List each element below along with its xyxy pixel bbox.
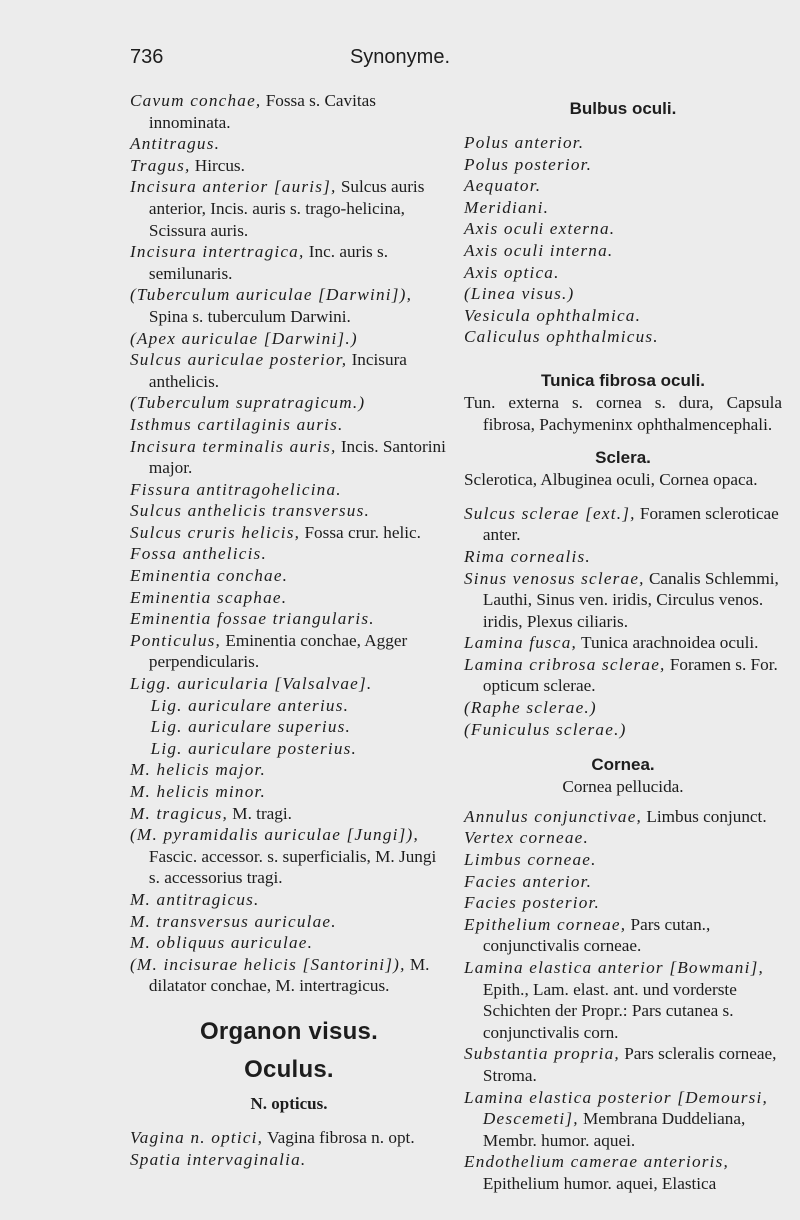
entry-synonyms: Fossa s. Cavitas innominata. — [148, 91, 376, 132]
entry-term: Tragus, — [130, 155, 191, 175]
entry — [130, 759, 448, 781]
entry — [464, 914, 782, 957]
entry-synonyms: Fascic. accessor. s. superficialis, M. Jungi s. accessorius tragi. — [148, 846, 437, 888]
entry — [464, 283, 782, 305]
entry-term: Meridiani. — [464, 197, 550, 217]
entry-synonyms: M. tragi. — [228, 803, 292, 823]
entry — [130, 90, 448, 133]
cornea-entries — [464, 806, 782, 1195]
entry-term: (Linea visus.) — [464, 284, 575, 304]
entry-term: (Funiculus sclerae.) — [464, 719, 627, 739]
entry-synonyms: Spina s. tuberculum Darwini. — [148, 306, 351, 326]
entry-term: Lig. auriculare superius. — [150, 717, 352, 737]
left-column — [130, 90, 448, 1170]
entry — [130, 738, 448, 760]
entry — [464, 218, 782, 240]
entry — [464, 197, 782, 219]
entry-term: Incisura intertragica, — [130, 242, 305, 262]
entry-term: Ponticulus, — [130, 630, 222, 650]
entry — [464, 175, 782, 197]
entry-term: (Tuberculum supratragicum.) — [130, 393, 366, 413]
entry-term: Fissura antitragohelicina. — [130, 479, 342, 499]
entry-term: M. tragicus, — [130, 803, 228, 823]
entry-term: Vesicula ophthalmica. — [464, 305, 642, 325]
entry-term: M. obliquus auriculae. — [130, 933, 314, 953]
entry-term: Annulus conjunctivae, — [464, 806, 643, 826]
right-column — [464, 90, 782, 1195]
entry-term: Eminentia scaphae. — [130, 587, 288, 607]
entry-synonyms: Tunica arachnoidea oculi. — [577, 633, 759, 653]
entry — [130, 911, 448, 933]
opticus-entries — [130, 1127, 448, 1170]
entry-term: Isthmus cartilaginis auris. — [130, 414, 344, 434]
entry — [130, 349, 448, 392]
entry-term: Axis optica. — [464, 262, 560, 282]
entry-term: Sulcus auriculae posterior, — [130, 350, 348, 370]
heading-tunica-fibrosa: Tunica fibrosa oculi. — [540, 370, 706, 390]
entry-term: Vagina n. optici, — [130, 1127, 264, 1147]
entry-synonyms: M. dilatator conchae, M. intertragicus. — [148, 954, 430, 996]
entry — [130, 436, 448, 479]
entry-term: Fossa anthelicis. — [130, 544, 267, 564]
entry — [130, 241, 448, 284]
entry-synonyms: Hircus. — [190, 155, 245, 175]
entry-term: Incisura anterior [auris], — [130, 177, 337, 197]
entry — [464, 546, 782, 568]
entry — [130, 824, 448, 889]
running-title: Synonyme. — [349, 46, 451, 68]
entry — [464, 849, 782, 871]
entry-term: Lig. auriculare anterius. — [150, 695, 350, 715]
entry — [464, 1087, 782, 1152]
entry — [464, 568, 782, 633]
entry-term: (Tuberculum auriculae [Darwini]), — [130, 285, 413, 305]
entry — [130, 155, 448, 177]
entry-term: Rima cornealis. — [464, 546, 591, 566]
entry — [464, 503, 782, 546]
heading-bulbus-oculi: Bulbus oculi. — [569, 99, 677, 118]
entry-term: Limbus corneae. — [464, 850, 597, 870]
entry — [464, 326, 782, 348]
auricle-entries — [130, 90, 448, 997]
entry-term: M. helicis minor. — [130, 782, 266, 801]
entry-synonyms: Epith., Lam. elast. ant. und vorderste Schichten der Propr.: Pars cutanea s. conjunctivalis corn. — [482, 979, 737, 1042]
entry-synonyms: Fossa crur. helic. — [300, 522, 421, 542]
entry-term: Sulcus cruris helicis, — [130, 522, 301, 542]
sclera-entries — [464, 503, 782, 741]
entry — [130, 479, 448, 501]
entry-term: Ligg. auricularia [Valsalvae]. — [130, 674, 373, 694]
entry-synonyms: Limbus conjunct. — [642, 806, 767, 826]
entry-term: Sulcus sclerae [ext.], — [464, 503, 636, 523]
entry-term: Eminentia fossae triangularis. — [130, 609, 375, 629]
entry — [130, 176, 448, 241]
entry — [464, 871, 782, 893]
entry-term: (M. incisurae helicis [Santorini]), — [130, 954, 406, 974]
entry-term: Facies posterior. — [464, 893, 600, 913]
entry — [130, 414, 448, 436]
heading-organon-visus: Organon visus. — [199, 1017, 379, 1045]
entry-synonyms: Sulcus auris anterior, Incis. auris s. trago-helicina, Scissura auris. — [148, 177, 425, 240]
entry — [130, 587, 448, 609]
entry — [130, 954, 448, 997]
heading-sclera: Sclera. — [595, 448, 651, 468]
entry-term: M. antitragicus. — [130, 889, 260, 909]
entry-term: Axis oculi externa. — [464, 219, 616, 239]
entry — [464, 240, 782, 262]
entry — [464, 697, 782, 719]
page-number: 736 — [130, 46, 164, 68]
page-header — [0, 46, 800, 76]
entry-synonyms: Foramen scleroticae anter. — [482, 503, 779, 545]
entry-synonyms: Pars cutan., conjunctivalis corneae. — [482, 914, 711, 956]
entry — [464, 154, 782, 176]
heading-n-opticus: N. opticus. — [250, 1093, 328, 1113]
entry — [130, 716, 448, 738]
entry — [130, 1127, 448, 1149]
entry-synonyms: Incisura anthelicis. — [148, 350, 407, 391]
bulbus-entries — [464, 132, 782, 348]
entry-synonyms: Canalis Schlemmi, Lauthi, Sinus ven. iridis, Circulus venos. iridis, Plexus ciliaris. — [482, 568, 779, 631]
entry — [464, 957, 782, 1043]
entry — [130, 1149, 448, 1171]
entry-synonyms: Incis. Santorini major. — [148, 436, 446, 478]
entry-term: Caliculus ophthalmicus. — [464, 327, 659, 347]
entry-term: (Apex auriculae [Darwini].) — [130, 328, 358, 348]
entry — [464, 1151, 782, 1194]
entry-term: M. transversus auriculae. — [130, 911, 337, 931]
entry-term: Lamina elastica posterior [Demoursi, Descemeti], — [464, 1087, 769, 1129]
entry-term: (Raphe sclerae.) — [464, 698, 597, 718]
entry — [130, 630, 448, 673]
entry — [130, 803, 448, 825]
entry-synonyms: Pars scleralis corneae, Stroma. — [482, 1044, 777, 1085]
entry — [130, 392, 448, 414]
heading-cornea: Cornea. — [591, 755, 655, 775]
entry — [464, 806, 782, 828]
entry-term: Sulcus anthelicis transversus. — [130, 501, 370, 521]
entry-synonyms: Inc. auris s. semilunaris. — [148, 242, 389, 283]
entry — [130, 673, 448, 695]
entry-term: Polus posterior. — [464, 154, 593, 174]
entry-synonyms: Epithelium humor. aquei, Elastica — [482, 1173, 717, 1193]
entry — [130, 608, 448, 630]
entry-term: Substantia propria, — [464, 1044, 620, 1064]
entry-term: Aequator. — [464, 176, 542, 196]
entry — [130, 284, 448, 327]
sclera-text: Sclerotica, Albuginea oculi, Cornea opaca. — [464, 470, 758, 490]
entry-term: Vertex corneae. — [464, 828, 589, 848]
entry — [130, 500, 448, 522]
entry — [130, 932, 448, 954]
entry — [130, 543, 448, 565]
entry-term: Polus anterior. — [464, 133, 585, 152]
entry — [464, 654, 782, 697]
entry-term: Spatia intervaginalia. — [130, 1149, 307, 1169]
heading-oculus: Oculus. — [244, 1055, 334, 1083]
entry-term: Eminentia conchae. — [130, 566, 289, 586]
entry — [130, 522, 448, 544]
entry-synonyms: Membrana Duddeliana, Membr. humor. aquei. — [482, 1109, 746, 1150]
entry-synonyms: Eminentia conchae, Agger perpendicularis. — [148, 630, 408, 672]
entry-term: Cavum conchae, — [130, 91, 262, 110]
entry-term: Antitragus. — [130, 134, 221, 154]
entry — [130, 133, 448, 155]
entry-term: Lamina elastica anterior [Bowmani], — [464, 958, 764, 977]
entry — [130, 328, 448, 350]
entry-term: Incisura terminalis auris, — [130, 436, 337, 456]
entry — [130, 695, 448, 717]
entry — [464, 305, 782, 327]
entry — [130, 889, 448, 911]
entry — [130, 781, 448, 803]
entry-term: (M. pyramidalis auriculae [Jungi]), — [130, 825, 419, 845]
entry-synonyms: Vagina fibrosa n. opt. — [263, 1127, 415, 1147]
entry-term: Axis oculi interna. — [464, 240, 614, 260]
entry — [464, 892, 782, 914]
entry — [464, 719, 782, 741]
entry — [464, 632, 782, 654]
entry-term: Facies anterior. — [464, 871, 593, 891]
entry — [464, 132, 782, 154]
entry-term: Sinus venosus sclerae, — [464, 568, 645, 588]
entry-term: M. helicis major. — [130, 760, 266, 780]
entry-term: Epithelium corneae, — [464, 914, 627, 934]
entry — [464, 262, 782, 284]
entry — [130, 565, 448, 587]
entry-synonyms: Foramen s. For. opticum sclerae. — [482, 654, 778, 696]
entry-term: Lamina fusca, — [464, 633, 578, 653]
entry — [464, 1043, 782, 1086]
entry-term: Lamina cribrosa sclerae, — [464, 654, 666, 674]
entry-term: Endothelium camerae anterioris, — [464, 1152, 730, 1172]
tunica-text: Tun. externa s. cornea s. dura, Capsula fibrosa, Pachymeninx ophthalmencephali. — [464, 392, 782, 434]
cornea-text: Cornea pellucida. — [562, 777, 684, 797]
entry — [464, 827, 782, 849]
entry-term: Lig. auriculare posterius. — [150, 738, 358, 758]
